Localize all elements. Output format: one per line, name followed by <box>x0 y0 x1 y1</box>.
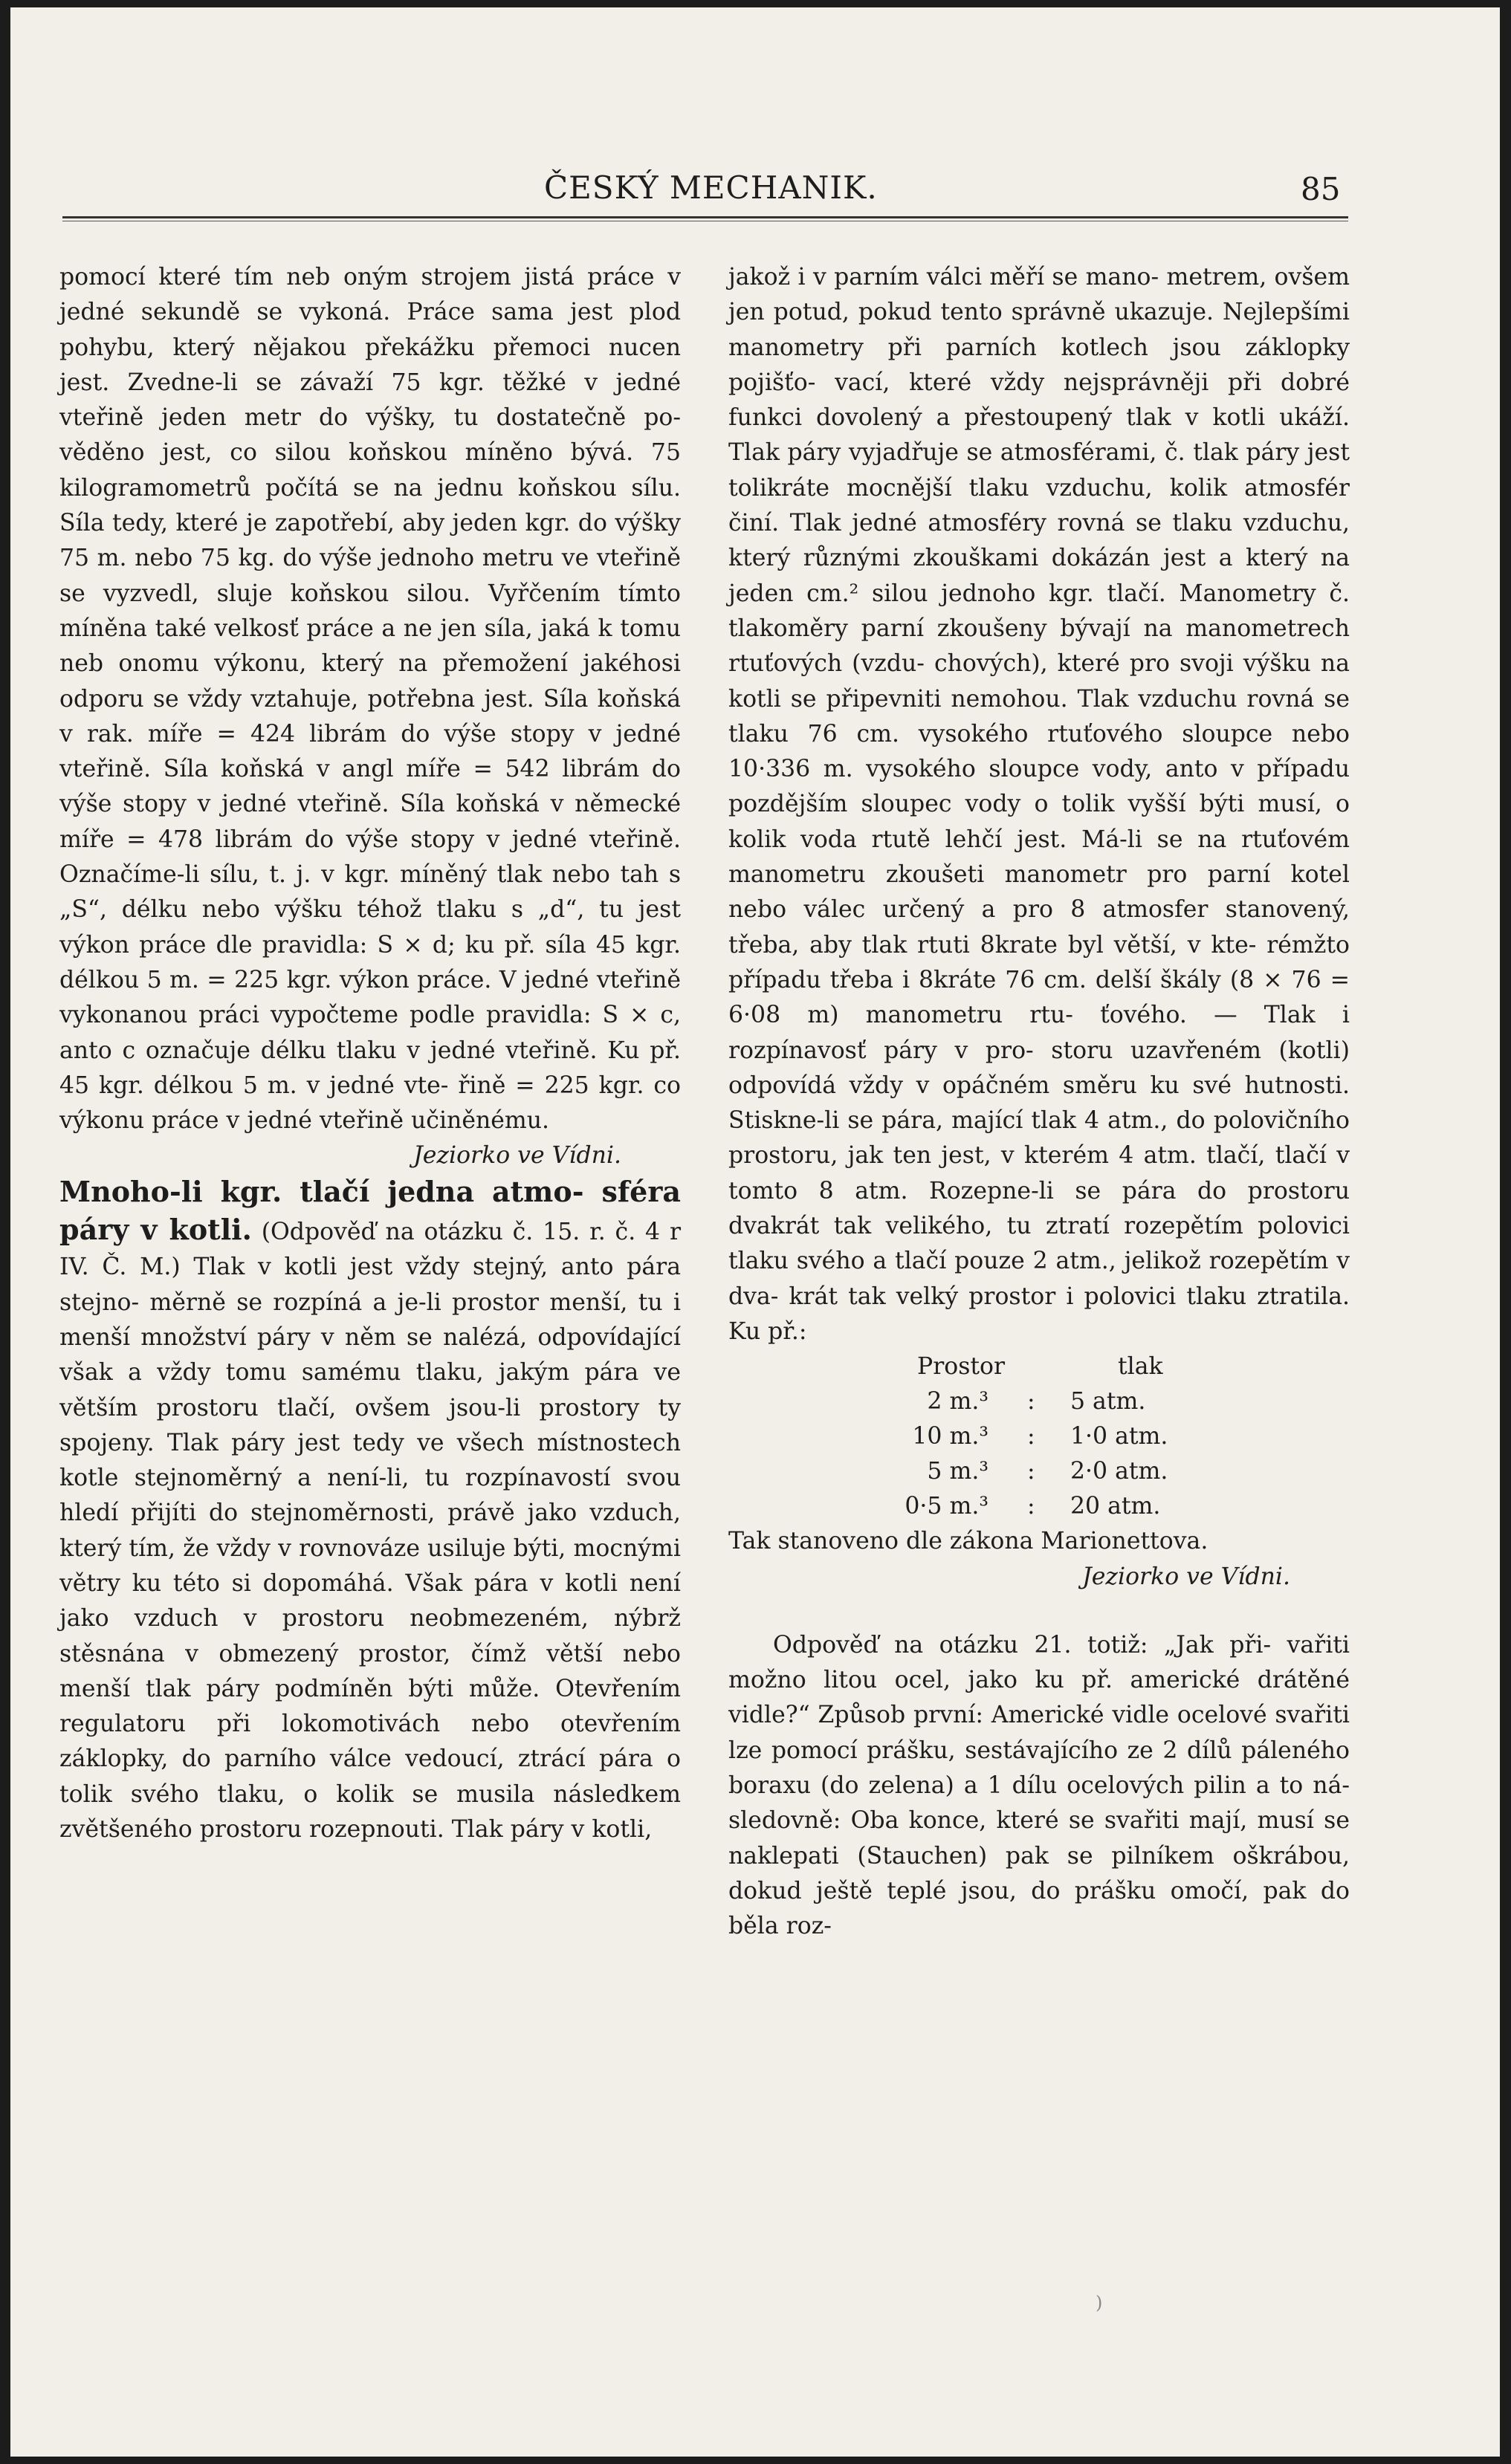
table-cell-pressure: 5 atm. <box>1070 1388 1146 1416</box>
pressure-table <box>728 1349 1350 1524</box>
table-cell-pressure: 2·0 atm. <box>1070 1458 1168 1485</box>
table-row <box>728 1454 1350 1489</box>
table-cell-separator: : <box>1027 1423 1035 1450</box>
paragraph-gap <box>728 1595 1350 1628</box>
table-row <box>728 1419 1350 1454</box>
table-row <box>728 1489 1350 1524</box>
table-cell-separator: : <box>1027 1388 1035 1416</box>
table-cell-separator: : <box>1027 1458 1035 1485</box>
table-note: Tak stanoveno dle zákona Marionettova. <box>728 1528 1209 1555</box>
table-cell-separator: : <box>1027 1493 1035 1520</box>
table-cell-pressure: 1·0 atm. <box>1070 1423 1168 1450</box>
page-number: 85 <box>1301 171 1341 207</box>
right-column <box>728 260 1350 1944</box>
page <box>10 7 1500 2457</box>
article-text: (Odpověď na otázku č. 15. r. č. 4 r IV. Č. M.) Tlak v kotli jest vždy stejný, anto pára stejno- měrně se rozpíná a je-li prostor menší, tu i menší množství páry v něm se nalézá, odpovídající však a vždy tomu samému tlaku, jakým pára ve větším prostoru tlačí, ovšem jsou-li prostory ty spojeny. Tlak páry jest tedy ve všech místnostech kotle stejnoměrný a není-li, tu rozpínavostí svou hledí přijíti do stejnoměrnosti, právě jako vzduch, který tím, že vždy v rovnováze usiluje býti, mocnými větry ku této si dopomáhá. Však pára v kotli není jako vzduch v prostoru neobmezeném, nýbrž stěsnána v obmezený prostor, čímž větší nebo menší tlak páry podmíněn býti může. Otevřením regulatoru při lokomotivách nebo otevřením záklopky, do parního válce vedoucí, ztrácí pára o tolik svého tlaku, o kolik se musila následkem zvětšeného prostoru rozepnouti. Tlak páry v kotli, <box>59 1219 682 1844</box>
table-cell-space: 2 m.³ <box>927 1388 989 1416</box>
table-row <box>728 1384 1350 1419</box>
stray-mark: ) <box>1096 2292 1103 2313</box>
table-header <box>728 1349 1350 1384</box>
table-header-space: Prostor <box>917 1353 1006 1381</box>
table-cell-pressure: 20 atm. <box>1070 1493 1161 1520</box>
paragraph: Odpověď na otázku 21. totiž: „Jak při- vařiti možno litou ocel, jako ku př. americké drátěné vidle?“ Způsob první: Americké vidle ocelové svařiti lze pomocí prášku, sestávajícího ze 2 dílů páleného boraxu (do zelena) a 1 dílu ocelových pilin a to ná- sledovně: Oba konce, které se svařiti mají, musí se naklepati (Stauchen) pak se pilníkem oškrábou, dokud ještě teplé jsou, do prášku omočí, pak do běla roz- <box>728 1631 1350 1940</box>
article-paragraph <box>59 1174 681 1848</box>
table-cell-space: 0·5 m.³ <box>905 1493 989 1520</box>
paragraph: jakož i v parním válci měří se mano- metrem, ovšem jen potud, pokud tento správně ukazuje. Nejlepšími manometry při parních kotlech jsou záklopky pojišťo- vací, které vždy nejsprávněji při dobré funkci dovolený a přestoupený tlak v kotli ukáží. Tlak páry vyjadřuje se atmosférami, č. tlak páry jest tolikráte mocnější tlaku vzduchu, kolik atmosfér činí. Tlak jedné atmosféry rovná se tlaku vzduchu, který různými zkouškami dokázán jest a který na jeden cm.² silou jednoho kgr. tlačí. Manometry č. tlakoměry parní zkoušeny bývají na manometrech rtuťových (vzdu- chových), které pro svoji výšku na kotli se připevniti nemohou. Tlak vzduchu rovná se tlaku 76 cm. vysokého rtuťového sloupce nebo 10·336 m. vysokého sloupce vody, anto v případu pozdějším sloupec vody o tolik vyšší býti musí, o kolik voda rtutě lehčí jest. Má-li se na rtuťovém manometru zkoušeti manometr pro parní kotel nebo válec určený a pro 8 atmosfer stanovený, třeba, aby tlak rtuti 8krate byl větší, v kte- rémžto případu třeba i 8kráte 76 cm. delší škály (8 × 76 = 6·08 m) manometru rtu- ťového. — Tlak i rozpínavosť páry v pro- storu uzavřeném (kotli) odpovídá vždy v opáčném směru ku své hutnosti. Stiskne-li se pára, mající tlak 4 atm., do polovičního prostoru, jak ten jest, v kterém 4 atm. tlačí, tlačí v tomto 8 atm. Rozepne-li se pára do prostoru dvakrát tak velikého, tu ztratí rozepětím polovici tlaku svého a tlačí pouze 2 atm., jelikož rozepětím v dva- krát tak velký prostor i polovici tlaku ztratila. Ku př.: <box>728 264 1350 1345</box>
table-cell-space: 5 m.³ <box>927 1458 989 1485</box>
header-rule <box>62 216 1348 218</box>
running-title: ČESKÝ MECHANIK. <box>544 169 878 206</box>
left-column <box>59 260 681 1847</box>
signature: Jeziorko ve Vídni. <box>1082 1563 1290 1590</box>
paragraph: pomocí které tím neb oným strojem jistá práce v jedné sekundě se vykoná. Práce sama jest plod pohybu, který nějakou překážku přemoci nucen jest. Zvedne-li se závaží 75 kgr. těžké v jedné vteřině jeden metr do výšky, tu dostatečně po- věděno jest, co silou koňskou míněno bývá. 75 kilogramometrů počítá se na jednu koňskou sílu. Síla tedy, které je zapotřebí, aby jeden kgr. do výšky 75 m. nebo 75 kg. do výše jednoho metru ve vteřině se vyzvedl, sluje koňskou silou. Vyřčením tímto míněna také velkosť práce a ne jen síla, jaká k tomu neb onomu výkonu, který na přemožení jakéhosi odporu se vždy vztahuje, potřebna jest. Síla koňská v rak. míře = 424 librám do výše stopy v jedné vteřině. Síla koňská v angl míře = 542 librám do výše stopy v jedné vteřině. Síla koňská v německé míře = 478 librám do výše stopy v jedné vteřině. Označíme-li sílu, t. j. v kgr. míněný tlak nebo tah s „S“, délku nebo výšku téhož tlaku s „d“, tu jest výkon práce dle pravidla: S × d; ku př. síla 45 kgr. délkou 5 m. = 225 kgr. výkon práce. V jedné vteřině vykonanou práci vypočteme podle pravidla: S × c, anto c označuje délku tlaku v jedné vteřině. Ku př. 45 kgr. délkou 5 m. v jedné vte- řině = 225 kgr. co výkonu práce v jedné vteřině učiněnému. <box>59 264 681 1135</box>
article-heading: Mnoho-li kgr. tlačí jedna atmo- sféra páry v kotli. <box>59 1174 681 1247</box>
table-cell-space: 10 m.³ <box>912 1423 989 1450</box>
signature: Jeziorko ve Vídni. <box>413 1142 621 1170</box>
table-header-pressure: tlak <box>1118 1353 1163 1381</box>
page-header <box>10 162 1500 221</box>
